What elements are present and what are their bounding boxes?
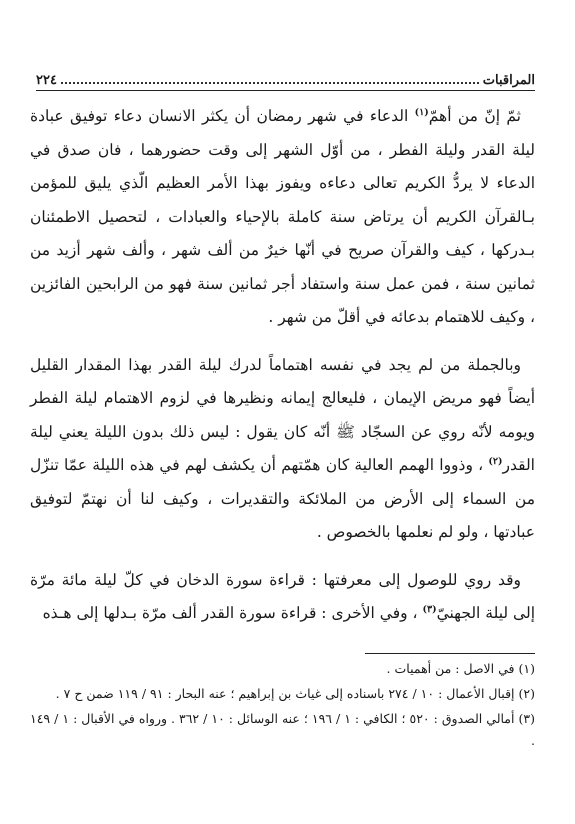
page-number: ٢٢٤ bbox=[36, 73, 57, 88]
paragraph-2-part-2: ، وذووا الهمم العالية كان همّتهم أن يكشف لهم في هذه الليلة عمّا تنزّل من السماء إلى الأرض من الملائكة والتقديرات ، وكيف لنا أن نهتمّ لتوفيق عبادتها ، ولو لم نعلمها بالخصوص . bbox=[30, 456, 535, 541]
paragraph-3 bbox=[30, 564, 535, 631]
footnote-ref-1: (١) bbox=[414, 106, 429, 118]
leader-dots bbox=[61, 82, 479, 84]
paragraph-2-part-1: وبالجملة من لم يجد في نفسه اهتماماً لدرك ليلة القدر بهذا المقدار القليل أيضاً فهو مريض الإيمان ، فليعالج إيمانه ونظيرها في لزوم الاهتمام ليلة الفطر ويومه لأنّه روي عن السجّاد ﷺ أنّه كان يقول : ليس ذلك بدون الليلة يعني ليلة القدر bbox=[30, 355, 535, 474]
footnote-1: (١) في الاصل : من أهميات . bbox=[386, 661, 535, 676]
running-header bbox=[36, 66, 535, 88]
footnote-ref-3: (٣) bbox=[422, 603, 437, 615]
footnote-3: (٣) أمالي الصدوق : ٥٢٠ ؛ الكافي : ١ / ١٩٦ ؛ عنه الوسائل : ١٠ / ٣٦٢ . ورواه في الأقبال : ١ / ١٤٩ . bbox=[30, 711, 535, 748]
footnotes bbox=[30, 658, 535, 755]
paragraph-3-part-1: وقد روي للوصول إلى معرفتها : قراءة سورة الدخان في كلّ ليلة مائة مرّة إلى ليلة الجهنيّ bbox=[30, 570, 535, 622]
footnote-2: (٢) إقبال الأعمال : ١٠ / ٢٧٤ باسناده إلى غياث بن إبراهيم ؛ عنه البحار : ٩١ / ١١٩ ضمن ح ٧ . bbox=[55, 686, 535, 701]
body-text bbox=[30, 100, 535, 645]
footnote-separator bbox=[365, 653, 535, 654]
header-rule bbox=[36, 90, 535, 91]
paragraph-1-part-1: ثمّ إنّ من أهمّ bbox=[428, 107, 521, 125]
paragraph-1-part-2: الدعاء في شهر رمضان أن يكثر الانسان دعاء توفيق عبادة ليلة القدر وليلة الفطر ، من أوّل الشهر إلى وقت حضورهما ، فان صدق في الدعاء لا يردُّ الكريم تعالى دعاءه ويفوز بهذا الأمر العظيم الّذي يليق للمؤمن بـالقرآن الكريم أن يرتاض سنة كاملة بالإحياء والعبادات ، لتحصيل الاطمئنان بـدركها ، كيف والقرآن صريح في أنّها خيرٌ من ألف شهر ، وألف شهر أزيد من ثمانين سنة ، فمن عمل سنة واستفاد أجر ثمانين سنة فهو من الرابحين الفائزين ، وكيف للاهتمام بدعائه في أقلّ من شهر . bbox=[30, 107, 535, 326]
paragraph-3-part-2: ، وفي الأخرى : قراءة سورة القدر ألف مرّة بـدلها إلى هـذه bbox=[42, 604, 423, 622]
chapter-title: المراقبات bbox=[482, 73, 535, 88]
paragraph-1 bbox=[30, 100, 535, 335]
footnote-ref-2: (٢) bbox=[488, 455, 503, 467]
paragraph-2 bbox=[30, 349, 535, 550]
